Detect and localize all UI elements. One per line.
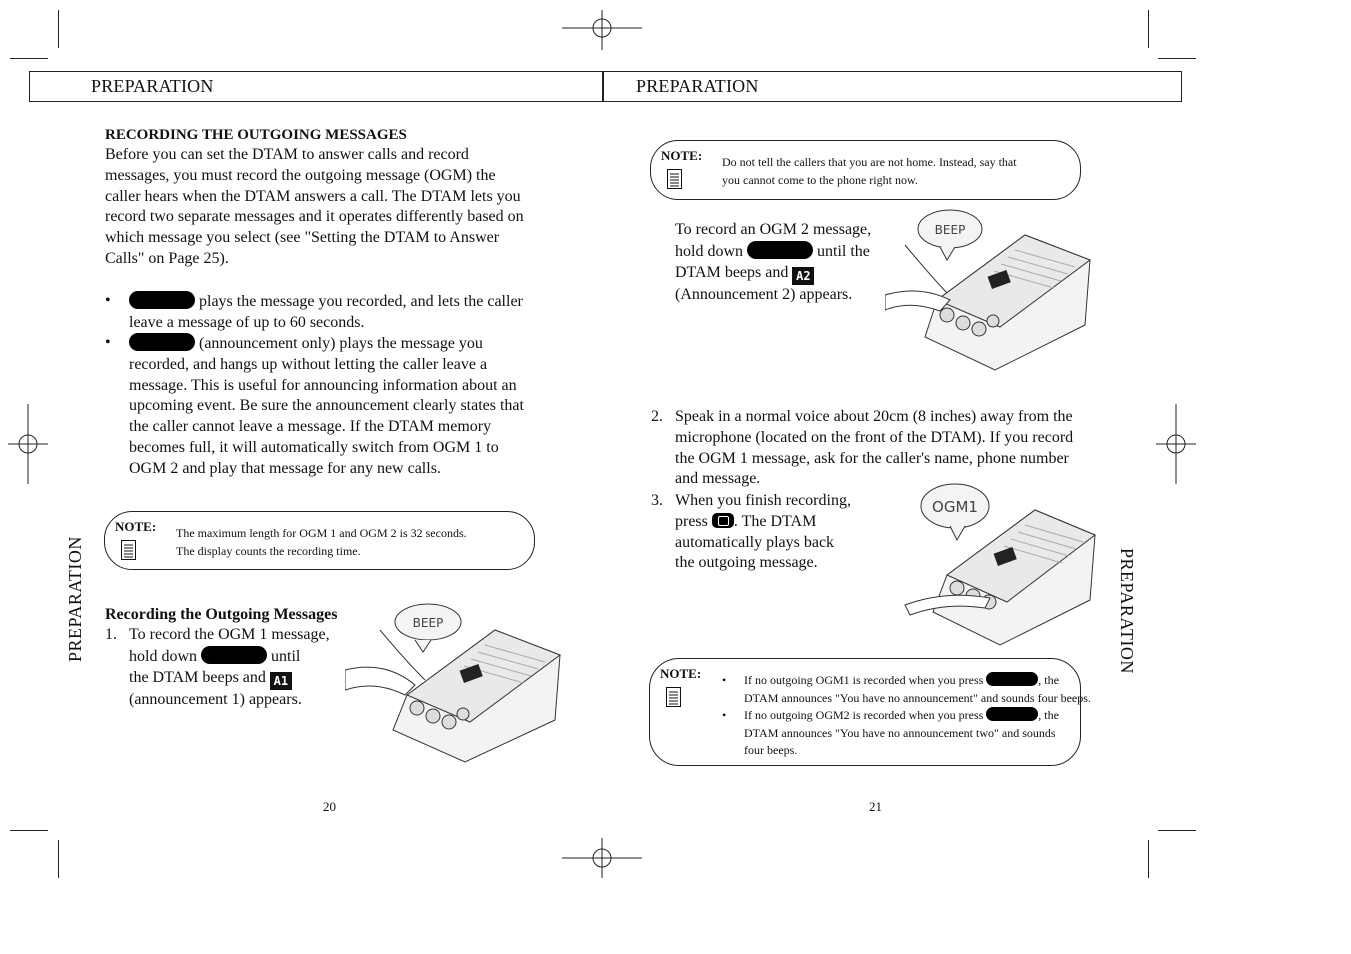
registration-mark-bottom <box>562 838 642 878</box>
left-header <box>29 71 603 102</box>
registration-mark-left <box>8 404 48 484</box>
note-label: NOTE: <box>660 666 702 681</box>
step-3 <box>651 491 881 574</box>
step-text: (announcement 1) appears. <box>129 690 302 708</box>
answering-machine-illustration-2 <box>885 205 1095 375</box>
ogm1-bubble-text: OGM1 <box>932 498 978 516</box>
registration-mark-right <box>1156 404 1196 484</box>
note-text: If no outgoing OGM1 is recorded when you press <box>744 673 984 687</box>
note-text: , the <box>1038 673 1059 687</box>
ogm1-button-icon <box>986 672 1038 686</box>
bullet-dot: • <box>105 334 111 351</box>
note-label: NOTE: <box>661 148 703 163</box>
bullet-ogm2 <box>105 333 525 480</box>
step-text: microphone (located on the front of the DTAM). If you record <box>675 428 1074 446</box>
step-text: (Announcement 2) appears. <box>675 285 853 303</box>
step-number: 3. <box>651 492 663 509</box>
step-text: Speak in a normal voice about 20cm (8 inches) away from the <box>675 408 1073 425</box>
step-text: . The DTAM <box>733 512 817 530</box>
note-text: DTAM announces "You have no announcement" and sounds four beeps. <box>744 690 1091 705</box>
step-text: DTAM beeps and <box>675 263 789 281</box>
ogm2-button-icon <box>747 241 813 259</box>
note-line: you cannot come to the phone right now. <box>722 172 918 187</box>
announcement-2-display-icon: A2 <box>792 267 814 285</box>
note-box-bottom-right <box>649 658 1091 766</box>
stop-button-icon <box>712 513 734 528</box>
page-number-left: 20 <box>323 799 336 814</box>
note-line: The maximum length for OGM 1 and OGM 2 is 32 seconds. <box>176 526 467 540</box>
note-text: four beeps. <box>744 743 798 757</box>
note-line: The display counts the recording time. <box>176 543 361 558</box>
step-text: hold down <box>675 242 743 260</box>
announcement-1-display-icon: A1 <box>270 672 292 690</box>
bullet-ogm1-text: plays the message you recorded, and lets the caller leave a message of up to 60 seconds. <box>129 293 523 331</box>
bullet-ogm2-text: (announcement only) plays the message you recorded, and hangs up without letting the caller leave a message. This is useful for announcing information about an upcoming event. Be sure the announcement clearly states that the caller cannot leave a message. If the DTAM memory becomes full, it will automatically switch from OGM 1 to OGM 2 and play that message for any new calls. <box>129 335 524 477</box>
note-box-top-right <box>650 140 1081 200</box>
step-text: the outgoing message. <box>675 554 818 572</box>
note-text: If no outgoing OGM2 is recorded when you press <box>744 708 984 722</box>
note-line: Do not tell the callers that you are not home. Instead, say that <box>722 155 1017 169</box>
left-header-title: PREPARATION <box>91 76 214 96</box>
ogm1-button-icon <box>129 291 195 309</box>
ogm2-button-icon <box>129 333 195 351</box>
step-text: the DTAM beeps and <box>129 668 266 686</box>
step-text: press <box>675 512 708 530</box>
step-text: and message. <box>675 470 761 488</box>
registration-mark-top <box>562 10 642 50</box>
ogm1-button-icon <box>201 646 267 664</box>
page-number-right: 21 <box>869 799 882 814</box>
step-text: To record the OGM 1 message, <box>129 626 330 643</box>
note-text: , the <box>1038 708 1059 722</box>
bullet-ogm1 <box>105 291 525 334</box>
step-text: automatically plays back <box>675 533 835 551</box>
step-text: To record an OGM 2 message, <box>675 221 872 238</box>
beep-bubble-text: BEEP <box>412 616 444 630</box>
ogm2-instructions <box>675 220 890 305</box>
note-label: NOTE: <box>115 519 157 534</box>
side-label-left: PREPARATION <box>65 536 85 662</box>
note-icon <box>666 687 681 707</box>
right-header-title: PREPARATION <box>636 76 759 96</box>
step-1 <box>105 625 365 710</box>
side-label-right: PREPARATION <box>1117 548 1137 674</box>
answering-machine-illustration <box>345 600 570 765</box>
step-text: until the <box>817 242 870 260</box>
note-box-left <box>104 511 535 570</box>
note-icon <box>667 169 682 189</box>
subsection-title: Recording the Outgoing Messages <box>105 606 338 623</box>
step-text: until <box>271 647 301 665</box>
bullet-dot: • <box>105 292 111 309</box>
step-number: 2. <box>651 408 663 425</box>
step-2 <box>651 407 1111 490</box>
note-text: DTAM announces "You have no announcement two" and sounds <box>744 725 1056 740</box>
step-text: the OGM 1 message, ask for the caller's name, phone number <box>675 449 1069 467</box>
section-title: RECORDING THE OUTGOING MESSAGES <box>105 127 407 143</box>
bullet-dot: • <box>722 673 727 687</box>
step-text: hold down <box>129 647 197 665</box>
beep-bubble-text: BEEP <box>934 223 966 237</box>
ogm2-button-icon <box>986 707 1038 721</box>
right-header <box>603 71 1182 102</box>
step-text: When you finish recording, <box>675 492 851 509</box>
answering-machine-illustration-3 <box>895 480 1100 650</box>
step-number: 1. <box>105 626 117 643</box>
intro-paragraph: Before you can set the DTAM to answer calls and record messages, you must record the outgoing message (OGM) the caller hears when the DTAM answers a call. The DTAM lets you record two separate messages and it operates differently based on which message you select (see "Setting the DTAM to Answer Calls" on Page 25). <box>105 146 524 267</box>
bullet-dot: • <box>722 708 727 722</box>
note-icon <box>121 540 136 560</box>
